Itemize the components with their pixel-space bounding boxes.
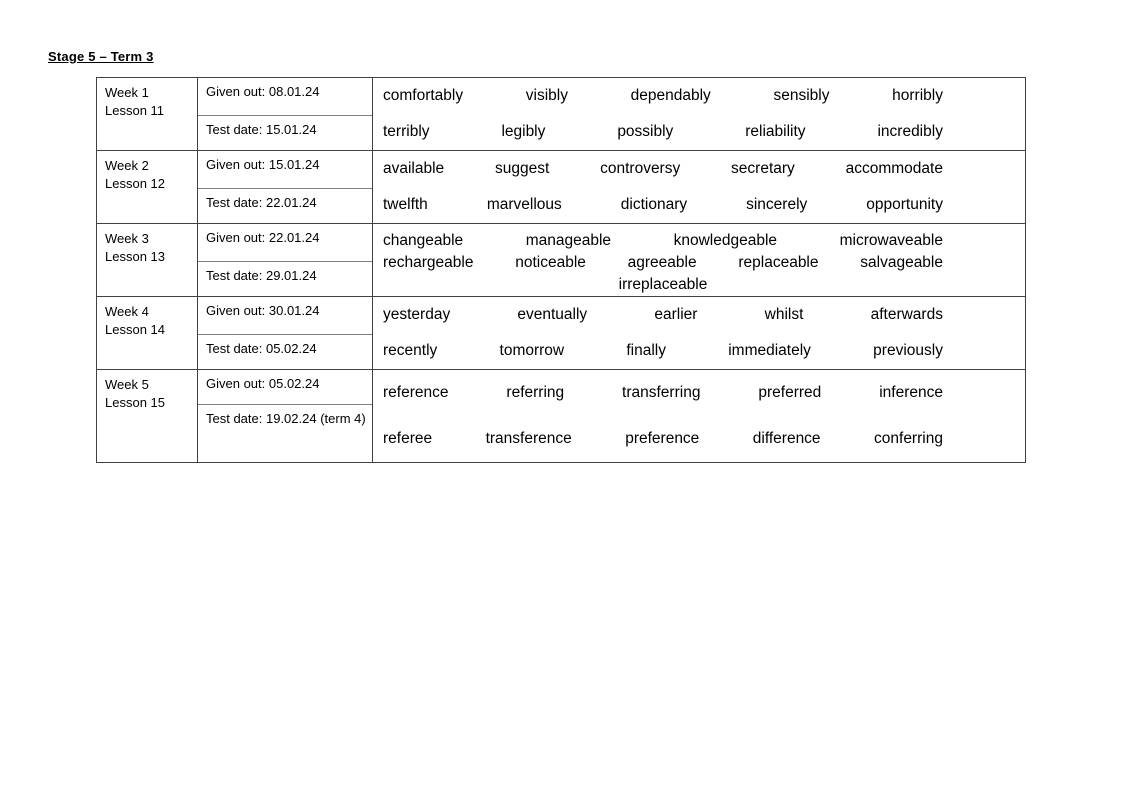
spelling-word: salvageable	[860, 254, 943, 271]
word-line	[383, 305, 1015, 325]
week-label: Week 4	[105, 304, 149, 319]
week-label: Week 5	[105, 377, 149, 392]
spelling-word: changeable	[383, 232, 464, 249]
word-line	[383, 252, 1015, 274]
given-out-date: Given out: 08.01.24	[198, 78, 372, 116]
spelling-word: possibly	[617, 123, 674, 140]
table-row	[97, 297, 1025, 370]
spelling-words-cell	[373, 78, 1025, 150]
test-date: Test date: 19.02.24 (term 4)	[206, 411, 366, 426]
spelling-schedule-table	[96, 77, 1026, 463]
week-label: Week 2	[105, 158, 149, 173]
spelling-word: noticeable	[515, 254, 586, 271]
lesson-label: Lesson 13	[105, 249, 165, 264]
word-line	[383, 230, 1015, 252]
given-out-date: Given out: 15.01.24	[198, 151, 372, 189]
spelling-word: finally	[626, 342, 666, 359]
given-out-date: Given out: 22.01.24	[198, 224, 372, 262]
spelling-words-cell	[373, 297, 1025, 369]
spelling-word: reliability	[745, 123, 806, 140]
spelling-word: comfortably	[383, 87, 464, 104]
spelling-word: sensibly	[773, 87, 830, 104]
spelling-word: marvellous	[486, 196, 562, 213]
dates-cell	[198, 370, 373, 462]
spelling-word: dependably	[630, 87, 711, 104]
spelling-word: opportunity	[866, 196, 943, 213]
dates-cell	[198, 151, 373, 223]
test-date: Test date: 15.01.24	[206, 122, 317, 137]
table-row	[97, 78, 1025, 151]
word-line	[383, 159, 1015, 179]
week-lesson-cell	[97, 224, 198, 296]
lesson-label: Lesson 12	[105, 176, 165, 191]
spelling-word: whilst	[764, 306, 804, 323]
spelling-words-cell	[373, 224, 1025, 296]
dates-cell	[198, 224, 373, 296]
spelling-word: incredibly	[877, 123, 943, 140]
dates-cell	[198, 78, 373, 150]
spelling-word: afterwards	[870, 306, 943, 323]
word-line	[383, 122, 1015, 142]
spelling-word: previously	[873, 342, 943, 359]
spelling-word: horribly	[892, 87, 943, 104]
spelling-word: controversy	[600, 160, 681, 177]
word-line	[383, 383, 1015, 403]
spelling-word: suggest	[495, 160, 550, 177]
page-title: Stage 5 – Term 3	[48, 49, 154, 64]
test-date: Test date: 05.02.24	[206, 341, 317, 356]
spelling-words-cell	[373, 370, 1025, 462]
week-label: Week 1	[105, 85, 149, 100]
spelling-word: microwaveable	[839, 232, 943, 249]
spelling-word: replaceable	[738, 254, 819, 271]
spelling-word: agreeable	[627, 254, 697, 271]
word-line	[383, 274, 1015, 296]
lesson-label: Lesson 14	[105, 322, 165, 337]
spelling-word: difference	[752, 430, 821, 447]
spelling-word: rechargeable	[383, 254, 474, 271]
spelling-word: preference	[625, 430, 700, 447]
word-line	[383, 429, 1015, 449]
spelling-word: inference	[879, 384, 943, 401]
word-line	[383, 195, 1015, 215]
spelling-word: legibly	[501, 123, 546, 140]
given-out-date: Given out: 30.01.24	[198, 297, 372, 335]
spelling-word: immediately	[728, 342, 811, 359]
spelling-word: recently	[383, 342, 438, 359]
spelling-word: preferred	[758, 384, 822, 401]
spelling-word: terribly	[383, 123, 430, 140]
spelling-word: eventually	[517, 306, 588, 323]
spelling-word: transference	[485, 430, 572, 447]
week-label: Week 3	[105, 231, 149, 246]
lesson-label: Lesson 15	[105, 395, 165, 410]
spelling-word: earlier	[654, 306, 698, 323]
spelling-word: available	[383, 160, 445, 177]
test-date: Test date: 29.01.24	[206, 268, 317, 283]
table-row	[97, 224, 1025, 297]
week-lesson-cell	[97, 370, 198, 462]
spelling-word: conferring	[874, 430, 943, 447]
spelling-word: twelfth	[383, 196, 428, 213]
spelling-word: reference	[383, 384, 449, 401]
dates-cell	[198, 297, 373, 369]
spelling-word: manageable	[525, 232, 612, 249]
week-lesson-cell	[97, 151, 198, 223]
table-row	[97, 370, 1025, 462]
word-line	[383, 341, 1015, 361]
spelling-word: tomorrow	[499, 342, 565, 359]
table-row	[97, 151, 1025, 224]
spelling-word: referring	[506, 384, 565, 401]
spelling-word: irreplaceable	[618, 276, 708, 293]
spelling-word: accommodate	[845, 160, 943, 177]
spelling-word: visibly	[525, 87, 568, 104]
test-date: Test date: 22.01.24	[206, 195, 317, 210]
given-out-date: Given out: 05.02.24	[198, 370, 372, 405]
spelling-word: transferring	[622, 384, 701, 401]
word-line	[383, 86, 1015, 106]
spelling-word: secretary	[731, 160, 795, 177]
spelling-words-cell	[373, 151, 1025, 223]
spelling-word: referee	[383, 430, 433, 447]
spelling-word: sincerely	[746, 196, 808, 213]
spelling-word: yesterday	[383, 306, 451, 323]
week-lesson-cell	[97, 297, 198, 369]
spelling-word: knowledgeable	[673, 232, 778, 249]
week-lesson-cell	[97, 78, 198, 150]
lesson-label: Lesson 11	[105, 103, 165, 118]
spelling-word: dictionary	[620, 196, 688, 213]
